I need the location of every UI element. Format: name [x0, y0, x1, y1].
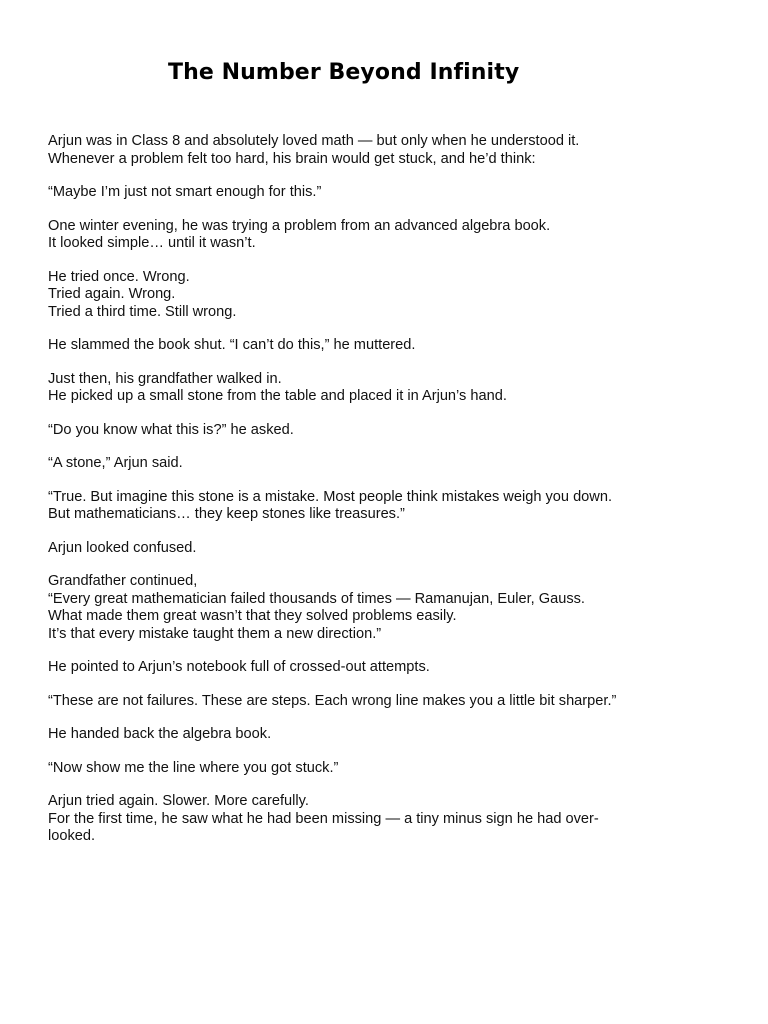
text-line: He picked up a small stone from the table and placed it in Arjun’s hand. [48, 388, 507, 404]
text-line: He slammed the book shut. “I can’t do this,” he muttered. [48, 337, 416, 353]
page-title: The Number Beyond Infinity [168, 60, 520, 85]
story-paragraph [48, 540, 738, 558]
text-line: “Do you know what this is?” he asked. [48, 421, 294, 438]
text-line: Arjun tried again. Slower. More carefully. [48, 793, 309, 809]
story-paragraph [48, 184, 738, 202]
text-line: Arjun was in Class 8 and absolutely loved math — but only when he understood it. [48, 133, 580, 149]
text-line: “These are not failures. These are steps. Each wrong line makes you a little bit sharper.” [48, 692, 617, 709]
text-line: Just then, his grandfather walked in. [48, 370, 282, 387]
story-paragraph [48, 693, 738, 711]
story-paragraph [48, 337, 738, 355]
story-body [48, 133, 738, 862]
story-paragraph [48, 489, 738, 524]
story-paragraph [48, 659, 738, 677]
story-paragraph [48, 218, 738, 253]
story-paragraph [48, 760, 738, 778]
text-line: Tried a third time. Still wrong. [48, 303, 237, 320]
text-line: “Now show me the line where you got stuck.” [48, 759, 339, 776]
text-line: “A stone,” Arjun said. [48, 455, 183, 471]
text-line: It’s that every mistake taught them a new direction.” [48, 625, 382, 642]
story-paragraph [48, 133, 738, 168]
story-paragraph [48, 726, 738, 744]
story-paragraph [48, 269, 738, 322]
story-paragraph [48, 455, 738, 473]
text-line: Whenever a problem felt too hard, his brain would get stuck, and he’d think: [48, 150, 536, 167]
text-line: Grandfather continued, [48, 573, 198, 589]
text-line: Tried again. Wrong. [48, 286, 176, 302]
text-line: Arjun looked confused. [48, 539, 197, 556]
story-paragraph [48, 371, 738, 406]
text-line: But mathematicians… they keep stones like treasures.” [48, 506, 405, 522]
text-line: What made them great wasn’t that they solved problems easily. [48, 608, 457, 624]
text-line: It looked simple… until it wasn’t. [48, 235, 256, 251]
text-line: “True. But imagine this stone is a mistake. Most people think mistakes weigh you down. [48, 488, 613, 505]
text-line: One winter evening, he was trying a problem from an advanced algebra book. [48, 217, 551, 234]
text-line: He tried once. Wrong. [48, 268, 190, 285]
text-line: “Maybe I’m just not smart enough for this.” [48, 184, 322, 200]
story-paragraph [48, 793, 738, 846]
text-line: “Every great mathematician failed thousands of times — Ramanujan, Euler, Gauss. [48, 590, 585, 607]
text-line: He pointed to Arjun’s notebook full of crossed-out attempts. [48, 659, 430, 675]
text-line: For the first time, he saw what he had been missing — a tiny minus sign he had over- [48, 810, 599, 827]
story-paragraph [48, 573, 738, 643]
text-line: looked. [48, 828, 96, 844]
text-line: He handed back the algebra book. [48, 726, 272, 742]
story-paragraph [48, 422, 738, 440]
